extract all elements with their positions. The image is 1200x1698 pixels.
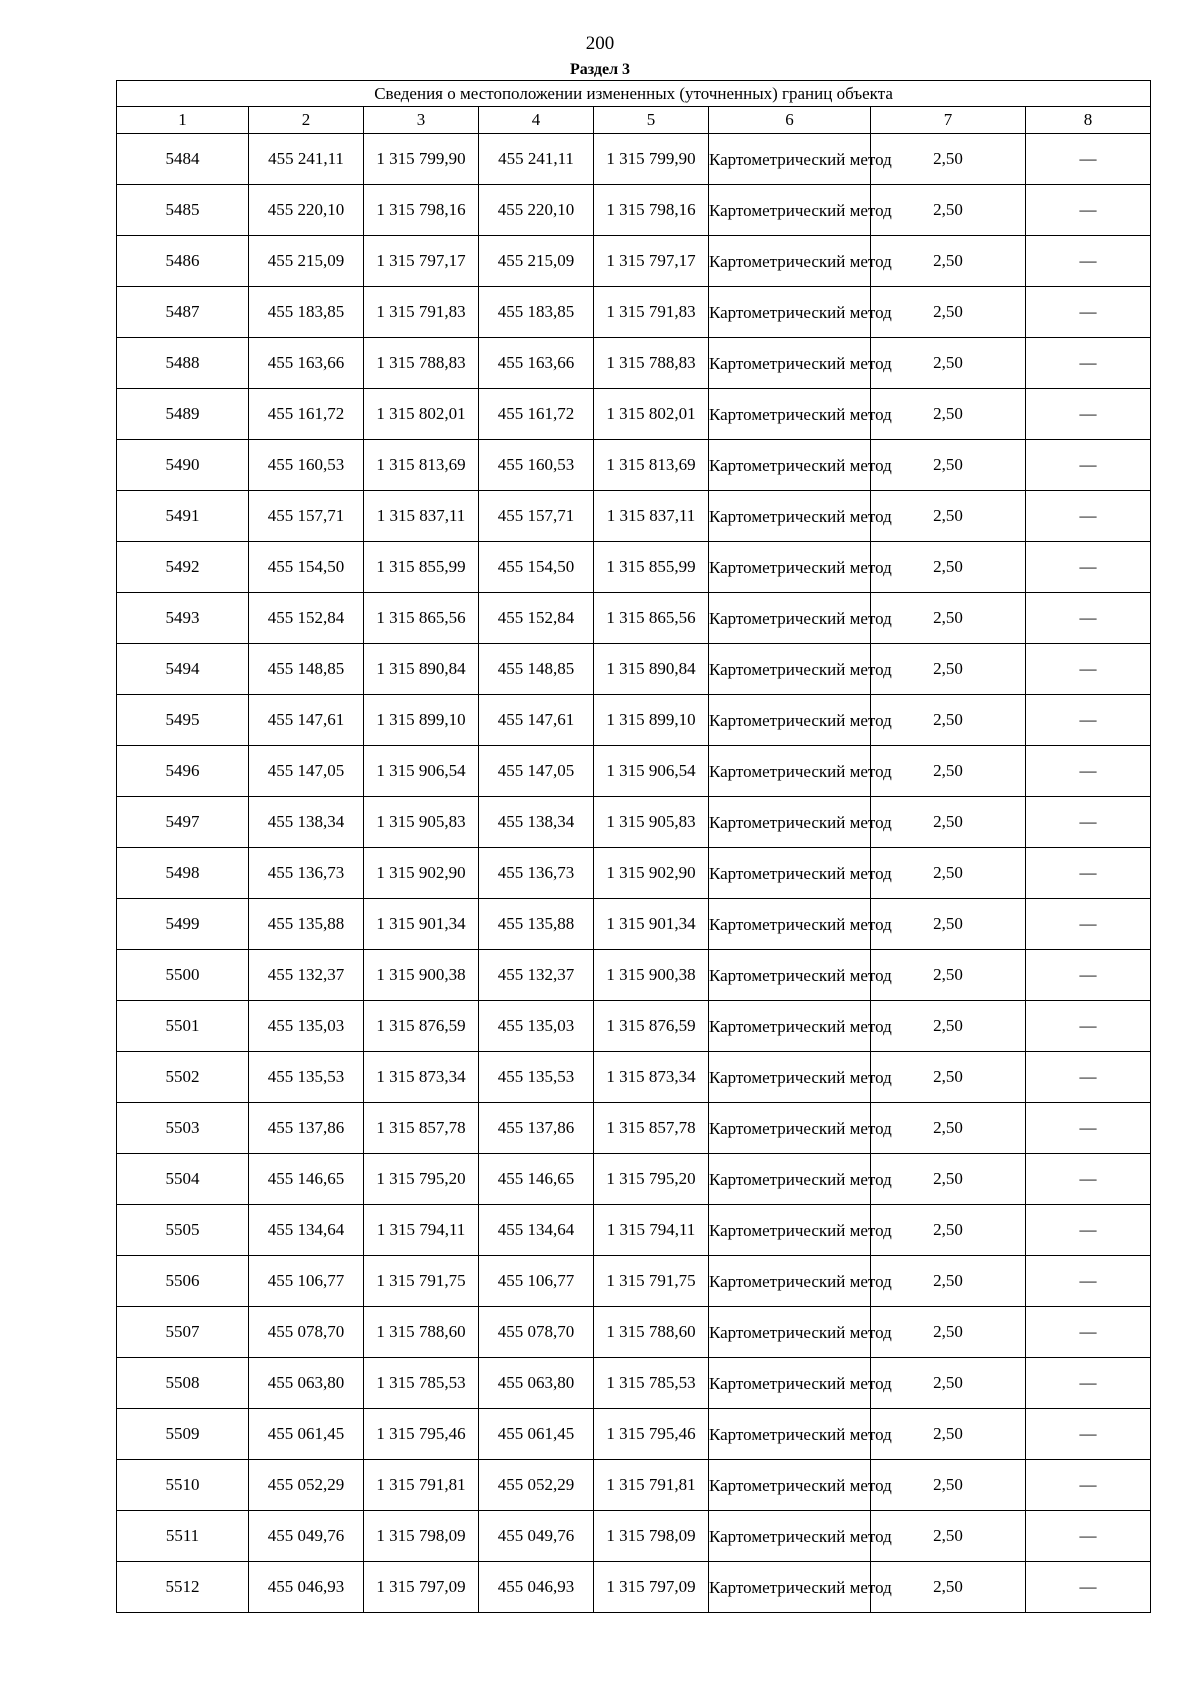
column-number: 4 — [479, 107, 594, 134]
point-number-cell: 5486 — [117, 236, 249, 287]
note-cell: — — [1026, 338, 1151, 389]
y-refined-cell: 1 315 798,16 — [594, 185, 709, 236]
method-cell: Картометрический метод — [709, 1460, 871, 1511]
y-existing-cell: 1 315 798,09 — [364, 1511, 479, 1562]
x-refined-cell: 455 135,03 — [479, 1001, 594, 1052]
x-existing-cell: 455 046,93 — [249, 1562, 364, 1613]
note-cell: — — [1026, 185, 1151, 236]
table-row — [117, 1511, 1151, 1562]
x-existing-cell: 455 138,34 — [249, 797, 364, 848]
method-cell: Картометрический метод — [709, 848, 871, 899]
y-existing-cell: 1 315 837,11 — [364, 491, 479, 542]
x-refined-cell: 455 147,61 — [479, 695, 594, 746]
y-refined-cell: 1 315 901,34 — [594, 899, 709, 950]
y-refined-cell: 1 315 797,17 — [594, 236, 709, 287]
method-cell: Картометрический метод — [709, 695, 871, 746]
point-number-cell: 5498 — [117, 848, 249, 899]
x-refined-cell: 455 161,72 — [479, 389, 594, 440]
x-refined-cell: 455 148,85 — [479, 644, 594, 695]
note-cell: — — [1026, 695, 1151, 746]
y-refined-cell: 1 315 865,56 — [594, 593, 709, 644]
x-existing-cell: 455 152,84 — [249, 593, 364, 644]
x-refined-cell: 455 134,64 — [479, 1205, 594, 1256]
accuracy-cell: 2,50 — [871, 1358, 1026, 1409]
x-existing-cell: 455 161,72 — [249, 389, 364, 440]
table-row — [117, 440, 1151, 491]
y-existing-cell: 1 315 905,83 — [364, 797, 479, 848]
table-row — [117, 950, 1151, 1001]
y-refined-cell: 1 315 794,11 — [594, 1205, 709, 1256]
y-existing-cell: 1 315 902,90 — [364, 848, 479, 899]
table-row — [117, 1358, 1151, 1409]
note-cell: — — [1026, 1052, 1151, 1103]
table-row — [117, 1205, 1151, 1256]
x-refined-cell: 455 154,50 — [479, 542, 594, 593]
note-cell: — — [1026, 134, 1151, 185]
point-number-cell: 5508 — [117, 1358, 249, 1409]
accuracy-cell: 2,50 — [871, 695, 1026, 746]
table-row — [117, 1052, 1151, 1103]
y-refined-cell: 1 315 890,84 — [594, 644, 709, 695]
x-refined-cell: 455 137,86 — [479, 1103, 594, 1154]
x-existing-cell: 455 160,53 — [249, 440, 364, 491]
point-number-cell: 5512 — [117, 1562, 249, 1613]
point-number-cell: 5495 — [117, 695, 249, 746]
y-refined-cell: 1 315 900,38 — [594, 950, 709, 1001]
x-existing-cell: 455 061,45 — [249, 1409, 364, 1460]
x-existing-cell: 455 183,85 — [249, 287, 364, 338]
table-row — [117, 287, 1151, 338]
y-existing-cell: 1 315 797,17 — [364, 236, 479, 287]
x-existing-cell: 455 163,66 — [249, 338, 364, 389]
accuracy-cell: 2,50 — [871, 338, 1026, 389]
note-cell: — — [1026, 542, 1151, 593]
accuracy-cell: 2,50 — [871, 542, 1026, 593]
y-refined-cell: 1 315 813,69 — [594, 440, 709, 491]
x-existing-cell: 455 137,86 — [249, 1103, 364, 1154]
y-refined-cell: 1 315 802,01 — [594, 389, 709, 440]
method-cell: Картометрический метод — [709, 1511, 871, 1562]
x-existing-cell: 455 134,64 — [249, 1205, 364, 1256]
accuracy-cell: 2,50 — [871, 1103, 1026, 1154]
note-cell: — — [1026, 797, 1151, 848]
method-cell: Картометрический метод — [709, 1103, 871, 1154]
y-refined-cell: 1 315 855,99 — [594, 542, 709, 593]
accuracy-cell: 2,50 — [871, 1511, 1026, 1562]
y-refined-cell: 1 315 791,75 — [594, 1256, 709, 1307]
x-existing-cell: 455 132,37 — [249, 950, 364, 1001]
y-existing-cell: 1 315 791,83 — [364, 287, 479, 338]
note-cell: — — [1026, 1103, 1151, 1154]
y-refined-cell: 1 315 788,60 — [594, 1307, 709, 1358]
y-existing-cell: 1 315 876,59 — [364, 1001, 479, 1052]
y-refined-cell: 1 315 791,81 — [594, 1460, 709, 1511]
y-existing-cell: 1 315 799,90 — [364, 134, 479, 185]
y-existing-cell: 1 315 857,78 — [364, 1103, 479, 1154]
point-number-cell: 5505 — [117, 1205, 249, 1256]
point-number-cell: 5492 — [117, 542, 249, 593]
method-cell: Картометрический метод — [709, 491, 871, 542]
note-cell: — — [1026, 950, 1151, 1001]
point-number-cell: 5487 — [117, 287, 249, 338]
note-cell: — — [1026, 1154, 1151, 1205]
column-number: 2 — [249, 107, 364, 134]
accuracy-cell: 2,50 — [871, 797, 1026, 848]
y-existing-cell: 1 315 788,60 — [364, 1307, 479, 1358]
point-number-cell: 5489 — [117, 389, 249, 440]
accuracy-cell: 2,50 — [871, 746, 1026, 797]
method-cell: Картометрический метод — [709, 797, 871, 848]
accuracy-cell: 2,50 — [871, 185, 1026, 236]
accuracy-cell: 2,50 — [871, 1409, 1026, 1460]
x-refined-cell: 455 135,53 — [479, 1052, 594, 1103]
method-cell: Картометрический метод — [709, 236, 871, 287]
table-row — [117, 542, 1151, 593]
table-row — [117, 134, 1151, 185]
x-refined-cell: 455 136,73 — [479, 848, 594, 899]
accuracy-cell: 2,50 — [871, 440, 1026, 491]
x-existing-cell: 455 147,61 — [249, 695, 364, 746]
accuracy-cell: 2,50 — [871, 389, 1026, 440]
x-refined-cell: 455 046,93 — [479, 1562, 594, 1613]
x-existing-cell: 455 148,85 — [249, 644, 364, 695]
method-cell: Картометрический метод — [709, 1358, 871, 1409]
column-number: 5 — [594, 107, 709, 134]
accuracy-cell: 2,50 — [871, 1307, 1026, 1358]
y-refined-cell: 1 315 906,54 — [594, 746, 709, 797]
table-row — [117, 1154, 1151, 1205]
x-existing-cell: 455 052,29 — [249, 1460, 364, 1511]
table-row — [117, 338, 1151, 389]
note-cell: — — [1026, 1001, 1151, 1052]
note-cell: — — [1026, 1562, 1151, 1613]
y-existing-cell: 1 315 855,99 — [364, 542, 479, 593]
method-cell: Картометрический метод — [709, 593, 871, 644]
accuracy-cell: 2,50 — [871, 899, 1026, 950]
note-cell: — — [1026, 1307, 1151, 1358]
x-existing-cell: 455 135,88 — [249, 899, 364, 950]
y-existing-cell: 1 315 901,34 — [364, 899, 479, 950]
y-refined-cell: 1 315 795,20 — [594, 1154, 709, 1205]
point-number-cell: 5491 — [117, 491, 249, 542]
x-refined-cell: 455 183,85 — [479, 287, 594, 338]
method-cell: Картометрический метод — [709, 287, 871, 338]
table-caption: Сведения о местоположении измененных (уточненных) границ объекта — [117, 81, 1151, 107]
column-number: 7 — [871, 107, 1026, 134]
note-cell: — — [1026, 644, 1151, 695]
y-refined-cell: 1 315 876,59 — [594, 1001, 709, 1052]
table-row — [117, 236, 1151, 287]
y-refined-cell: 1 315 795,46 — [594, 1409, 709, 1460]
accuracy-cell: 2,50 — [871, 1256, 1026, 1307]
method-cell: Картометрический метод — [709, 389, 871, 440]
point-number-cell: 5510 — [117, 1460, 249, 1511]
y-existing-cell: 1 315 899,10 — [364, 695, 479, 746]
x-refined-cell: 455 146,65 — [479, 1154, 594, 1205]
method-cell: Картометрический метод — [709, 1052, 871, 1103]
x-existing-cell: 455 135,03 — [249, 1001, 364, 1052]
x-refined-cell: 455 052,29 — [479, 1460, 594, 1511]
accuracy-cell: 2,50 — [871, 1154, 1026, 1205]
column-number: 8 — [1026, 107, 1151, 134]
y-existing-cell: 1 315 785,53 — [364, 1358, 479, 1409]
y-existing-cell: 1 315 791,81 — [364, 1460, 479, 1511]
table-row — [117, 797, 1151, 848]
point-number-cell: 5511 — [117, 1511, 249, 1562]
x-existing-cell: 455 063,80 — [249, 1358, 364, 1409]
x-existing-cell: 455 220,10 — [249, 185, 364, 236]
y-existing-cell: 1 315 794,11 — [364, 1205, 479, 1256]
note-cell: — — [1026, 287, 1151, 338]
accuracy-cell: 2,50 — [871, 1001, 1026, 1052]
method-cell: Картометрический метод — [709, 1256, 871, 1307]
method-cell: Картометрический метод — [709, 185, 871, 236]
table-row — [117, 185, 1151, 236]
x-existing-cell: 455 157,71 — [249, 491, 364, 542]
method-cell: Картометрический метод — [709, 1307, 871, 1358]
column-number-row — [117, 107, 1151, 134]
y-existing-cell: 1 315 797,09 — [364, 1562, 479, 1613]
point-number-cell: 5501 — [117, 1001, 249, 1052]
note-cell: — — [1026, 440, 1151, 491]
method-cell: Картометрический метод — [709, 1154, 871, 1205]
table-row — [117, 1001, 1151, 1052]
note-cell: — — [1026, 593, 1151, 644]
table-row — [117, 593, 1151, 644]
y-existing-cell: 1 315 890,84 — [364, 644, 479, 695]
point-number-cell: 5503 — [117, 1103, 249, 1154]
table-row — [117, 899, 1151, 950]
method-cell: Картометрический метод — [709, 1409, 871, 1460]
accuracy-cell: 2,50 — [871, 134, 1026, 185]
point-number-cell: 5496 — [117, 746, 249, 797]
x-existing-cell: 455 135,53 — [249, 1052, 364, 1103]
y-refined-cell: 1 315 837,11 — [594, 491, 709, 542]
y-existing-cell: 1 315 802,01 — [364, 389, 479, 440]
accuracy-cell: 2,50 — [871, 236, 1026, 287]
table-body — [117, 134, 1151, 1613]
x-existing-cell: 455 215,09 — [249, 236, 364, 287]
y-refined-cell: 1 315 873,34 — [594, 1052, 709, 1103]
y-existing-cell: 1 315 906,54 — [364, 746, 479, 797]
x-refined-cell: 455 215,09 — [479, 236, 594, 287]
note-cell: — — [1026, 1205, 1151, 1256]
y-existing-cell: 1 315 788,83 — [364, 338, 479, 389]
x-refined-cell: 455 132,37 — [479, 950, 594, 1001]
accuracy-cell: 2,50 — [871, 1562, 1026, 1613]
note-cell: — — [1026, 1409, 1151, 1460]
point-number-cell: 5484 — [117, 134, 249, 185]
method-cell: Картометрический метод — [709, 542, 871, 593]
point-number-cell: 5490 — [117, 440, 249, 491]
point-number-cell: 5497 — [117, 797, 249, 848]
x-refined-cell: 455 061,45 — [479, 1409, 594, 1460]
column-number: 3 — [364, 107, 479, 134]
y-existing-cell: 1 315 795,20 — [364, 1154, 479, 1205]
y-refined-cell: 1 315 797,09 — [594, 1562, 709, 1613]
point-number-cell: 5506 — [117, 1256, 249, 1307]
point-number-cell: 5488 — [117, 338, 249, 389]
point-number-cell: 5494 — [117, 644, 249, 695]
method-cell: Картометрический метод — [709, 950, 871, 1001]
accuracy-cell: 2,50 — [871, 1205, 1026, 1256]
page-number: 200 — [585, 33, 615, 54]
note-cell: — — [1026, 746, 1151, 797]
x-refined-cell: 455 147,05 — [479, 746, 594, 797]
method-cell: Картометрический метод — [709, 338, 871, 389]
note-cell: — — [1026, 389, 1151, 440]
method-cell: Картометрический метод — [709, 1562, 871, 1613]
y-refined-cell: 1 315 798,09 — [594, 1511, 709, 1562]
section-title: Раздел 3 — [569, 61, 631, 78]
x-refined-cell: 455 138,34 — [479, 797, 594, 848]
x-refined-cell: 455 049,76 — [479, 1511, 594, 1562]
column-number: 6 — [709, 107, 871, 134]
method-cell: Картометрический метод — [709, 899, 871, 950]
point-number-cell: 5507 — [117, 1307, 249, 1358]
point-number-cell: 5509 — [117, 1409, 249, 1460]
point-number-cell: 5502 — [117, 1052, 249, 1103]
x-refined-cell: 455 241,11 — [479, 134, 594, 185]
accuracy-cell: 2,50 — [871, 1460, 1026, 1511]
y-existing-cell: 1 315 791,75 — [364, 1256, 479, 1307]
note-cell: — — [1026, 848, 1151, 899]
x-existing-cell: 455 049,76 — [249, 1511, 364, 1562]
note-cell: — — [1026, 1358, 1151, 1409]
note-cell: — — [1026, 1256, 1151, 1307]
y-refined-cell: 1 315 899,10 — [594, 695, 709, 746]
y-refined-cell: 1 315 788,83 — [594, 338, 709, 389]
x-refined-cell: 455 157,71 — [479, 491, 594, 542]
method-cell: Картометрический метод — [709, 134, 871, 185]
y-refined-cell: 1 315 857,78 — [594, 1103, 709, 1154]
x-existing-cell: 455 154,50 — [249, 542, 364, 593]
y-existing-cell: 1 315 795,46 — [364, 1409, 479, 1460]
x-refined-cell: 455 152,84 — [479, 593, 594, 644]
table-row — [117, 1103, 1151, 1154]
x-refined-cell: 455 078,70 — [479, 1307, 594, 1358]
table-row — [117, 1307, 1151, 1358]
method-cell: Картометрический метод — [709, 1205, 871, 1256]
method-cell: Картометрический метод — [709, 746, 871, 797]
table-row — [117, 644, 1151, 695]
y-existing-cell: 1 315 813,69 — [364, 440, 479, 491]
y-existing-cell: 1 315 873,34 — [364, 1052, 479, 1103]
method-cell: Картометрический метод — [709, 1001, 871, 1052]
x-existing-cell: 455 078,70 — [249, 1307, 364, 1358]
x-refined-cell: 455 160,53 — [479, 440, 594, 491]
table-row — [117, 491, 1151, 542]
method-cell: Картометрический метод — [709, 644, 871, 695]
x-refined-cell: 455 163,66 — [479, 338, 594, 389]
x-existing-cell: 455 136,73 — [249, 848, 364, 899]
y-refined-cell: 1 315 905,83 — [594, 797, 709, 848]
y-refined-cell: 1 315 785,53 — [594, 1358, 709, 1409]
note-cell: — — [1026, 236, 1151, 287]
x-existing-cell: 455 146,65 — [249, 1154, 364, 1205]
x-refined-cell: 455 063,80 — [479, 1358, 594, 1409]
accuracy-cell: 2,50 — [871, 950, 1026, 1001]
table-row — [117, 1409, 1151, 1460]
table-row — [117, 1460, 1151, 1511]
note-cell: — — [1026, 1460, 1151, 1511]
y-refined-cell: 1 315 791,83 — [594, 287, 709, 338]
point-number-cell: 5493 — [117, 593, 249, 644]
y-refined-cell: 1 315 799,90 — [594, 134, 709, 185]
table-row — [117, 848, 1151, 899]
table-row — [117, 1256, 1151, 1307]
y-existing-cell: 1 315 865,56 — [364, 593, 479, 644]
x-existing-cell: 455 106,77 — [249, 1256, 364, 1307]
point-number-cell: 5504 — [117, 1154, 249, 1205]
table-row — [117, 746, 1151, 797]
x-refined-cell: 455 106,77 — [479, 1256, 594, 1307]
accuracy-cell: 2,50 — [871, 1052, 1026, 1103]
x-existing-cell: 455 241,11 — [249, 134, 364, 185]
accuracy-cell: 2,50 — [871, 644, 1026, 695]
y-refined-cell: 1 315 902,90 — [594, 848, 709, 899]
x-refined-cell: 455 220,10 — [479, 185, 594, 236]
note-cell: — — [1026, 899, 1151, 950]
accuracy-cell: 2,50 — [871, 593, 1026, 644]
table-row — [117, 695, 1151, 746]
point-number-cell: 5499 — [117, 899, 249, 950]
table-row — [117, 389, 1151, 440]
accuracy-cell: 2,50 — [871, 848, 1026, 899]
accuracy-cell: 2,50 — [871, 287, 1026, 338]
note-cell: — — [1026, 1511, 1151, 1562]
accuracy-cell: 2,50 — [871, 491, 1026, 542]
table-row — [117, 1562, 1151, 1613]
x-existing-cell: 455 147,05 — [249, 746, 364, 797]
y-existing-cell: 1 315 798,16 — [364, 185, 479, 236]
column-number: 1 — [117, 107, 249, 134]
y-existing-cell: 1 315 900,38 — [364, 950, 479, 1001]
x-refined-cell: 455 135,88 — [479, 899, 594, 950]
note-cell: — — [1026, 491, 1151, 542]
method-cell: Картометрический метод — [709, 440, 871, 491]
coordinates-table — [116, 80, 1151, 1613]
point-number-cell: 5485 — [117, 185, 249, 236]
point-number-cell: 5500 — [117, 950, 249, 1001]
